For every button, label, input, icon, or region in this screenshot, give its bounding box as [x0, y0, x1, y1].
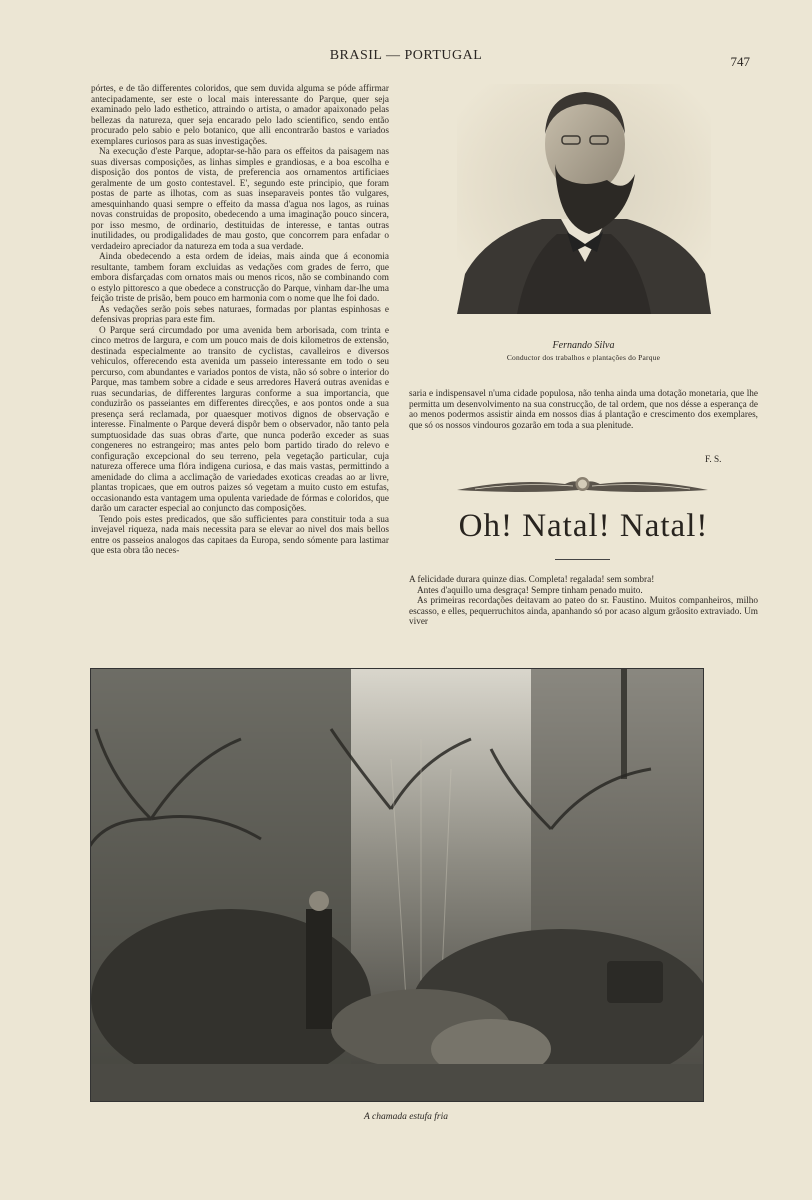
paragraph: saria e indispensavel n'uma cidade populosa, não tenha ainda uma dotação monetaria, que lhe permitta um desenvolvimento na sua construcção, de tal ordem, que nos désse a esperança de ao menos podermos assistir ainda em nossos dias á plantação e crescimento dos exemplares, que só os nossos vindouros gozarão em toda a sua plenitude.: [409, 389, 758, 431]
article-right-column: [409, 389, 758, 431]
paragraph: As vedações serão pois sebes naturaes, formadas por plantas espinhosas e defensivas proprias para este fim.: [91, 304, 389, 325]
title-divider: [555, 559, 610, 560]
publication-title: BRASIL — PORTUGAL: [329, 48, 483, 63]
greenhouse-photo: [90, 668, 704, 1102]
story-title: Oh! Natal! Natal!: [458, 508, 709, 544]
portrait-caption-role: Conductor dos trabalhos e plantações do Parque: [506, 353, 661, 362]
paragraph: O Parque será circumdado por uma avenida bem arborisada, com trinta e cinco metros de largura, e com um pouco mais de dois kilometros de extensão, destinada especialmente ao transito de cyclistas, cavalleiros e diversos vehiculos, offerecendo esta avenida um passeio interessante em todo o seu percurso, com abundantes e variados pontos de vista, não só sobre o interior do Parque, mas tambem sobre a cidade e seus arredores Haverá outras avenidas e ruas secundarias, de differentes larguras conforme a sua importancia, que conduzirão os passeiantes em differentes direcções, e aos pontos onde a sua presença será reclamada, por quaesquer motivos dignos de observação e interesse. Finalmente o Parque deverá dispôr bem o observador, não tanto pela sumptuosidade das suas obras d'arte, que nunca poderão exceder as suas congeneres no estrangeiro; mas antes pelo bom partido tirado do relevo e configuração excepcional do seu terreno, pela vegetação particular, cuja natureza offerece uma flóra indigena curiosa, e das mais vastas, permittindo a amenidade do clima a acclimação de variedades exoticas creadas ao ar livre, plantas tropicaes, que em outros paizes só vegetam a muito custo em estufas, occasionando esta vantagem uma opulenta variedade de fórmas e coloridos, que darão um caracter especial ao conjuncto das composições.: [91, 325, 389, 514]
paragraph: Na execução d'este Parque, adoptar-se-hão para os effeitos da paisagem nas suas diversas composições, as linhas simples e grandiosas, e a boa escolha e disposição dos pontos de vista, de preferencia aos ornamentos artificiaes geralmente de um gosto contestavel. E', segundo este principio, que foram postas de parte as ilhotas, com as suas inseparaveis pontes tão vulgares, amesquinhando quasi sempre o effeito da massa d'agua nos lagos, as ruinas novas construidas de proposito, obedecendo a uma imaginação pouco sincera, por isso mesmo, de ordinario, destituidas de interesse, e tantas outras inutilidades, ou prodigalidades de mau gosto, que concorrem para enfadar o verdadeiro apreciador da natureza em toda a sua verdade.: [91, 147, 389, 252]
story-text: [409, 575, 758, 628]
portrait-caption-name: Fernando Silva: [552, 340, 615, 351]
winged-ornament-icon: [455, 470, 710, 500]
paragraph: A felicidade durara quinze dias. Completa! regalada! sem sombra!: [409, 575, 655, 585]
paragraph: Tendo pois estes predicados, que são sufficientes para constituir toda a sua invejavel riqueza, nada mais necessita para se elevar ao nivel dos mais bellos entre os passeios analogos das capitaes da Europa, sendo sómente para lastimar que esta obra tão neces-: [91, 514, 389, 556]
author-signature: F. S.: [705, 455, 722, 465]
page-number: 747: [730, 54, 750, 69]
portrait-photo: [457, 84, 711, 314]
paragraph: pórtes, e de tão differentes coloridos, que sem duvida alguma se póde affirmar antecipadamente, ser este o local mais interessante do Parque, quer seja examinado pelo lado esthetico, attraindo o artista, o amador apaixonado pelas bellezas da natureza, quer seja encarado pelo lado scientifico, sendo então procurado pelo sabio e pelo botanico, que alli encontrarão bastos e variados exemplares curiosos para as suas investigações.: [91, 84, 389, 147]
paragraph: As primeiras recordações deitavam ao pateo do sr. Faustino. Muitos companheiros, milho escasso, e elles, pequerruchitos ainda, apanhando só por acaso algum grãosito extraviado. Um viver: [409, 596, 758, 627]
photo-caption: A chamada estufa fria: [363, 1112, 448, 1122]
article-left-column: [91, 84, 389, 557]
paragraph: Ainda obedecendo a esta ordem de ideias, mais ainda que á economia resultante, tambem foram excluidas as vedações com grades de ferro, que embora disfarçadas com ornatos mais ou menos ricos, não se combinando com o estylo pittoresco a que obedece a construcção do Parque, vinham dar-lhe uma feição triste de prisão, bem pouco em harmonia com o nome que lhe foi dado.: [91, 252, 389, 304]
paragraph: Antes d'aquillo uma desgraça! Sempre tinham penado muito.: [417, 585, 643, 596]
